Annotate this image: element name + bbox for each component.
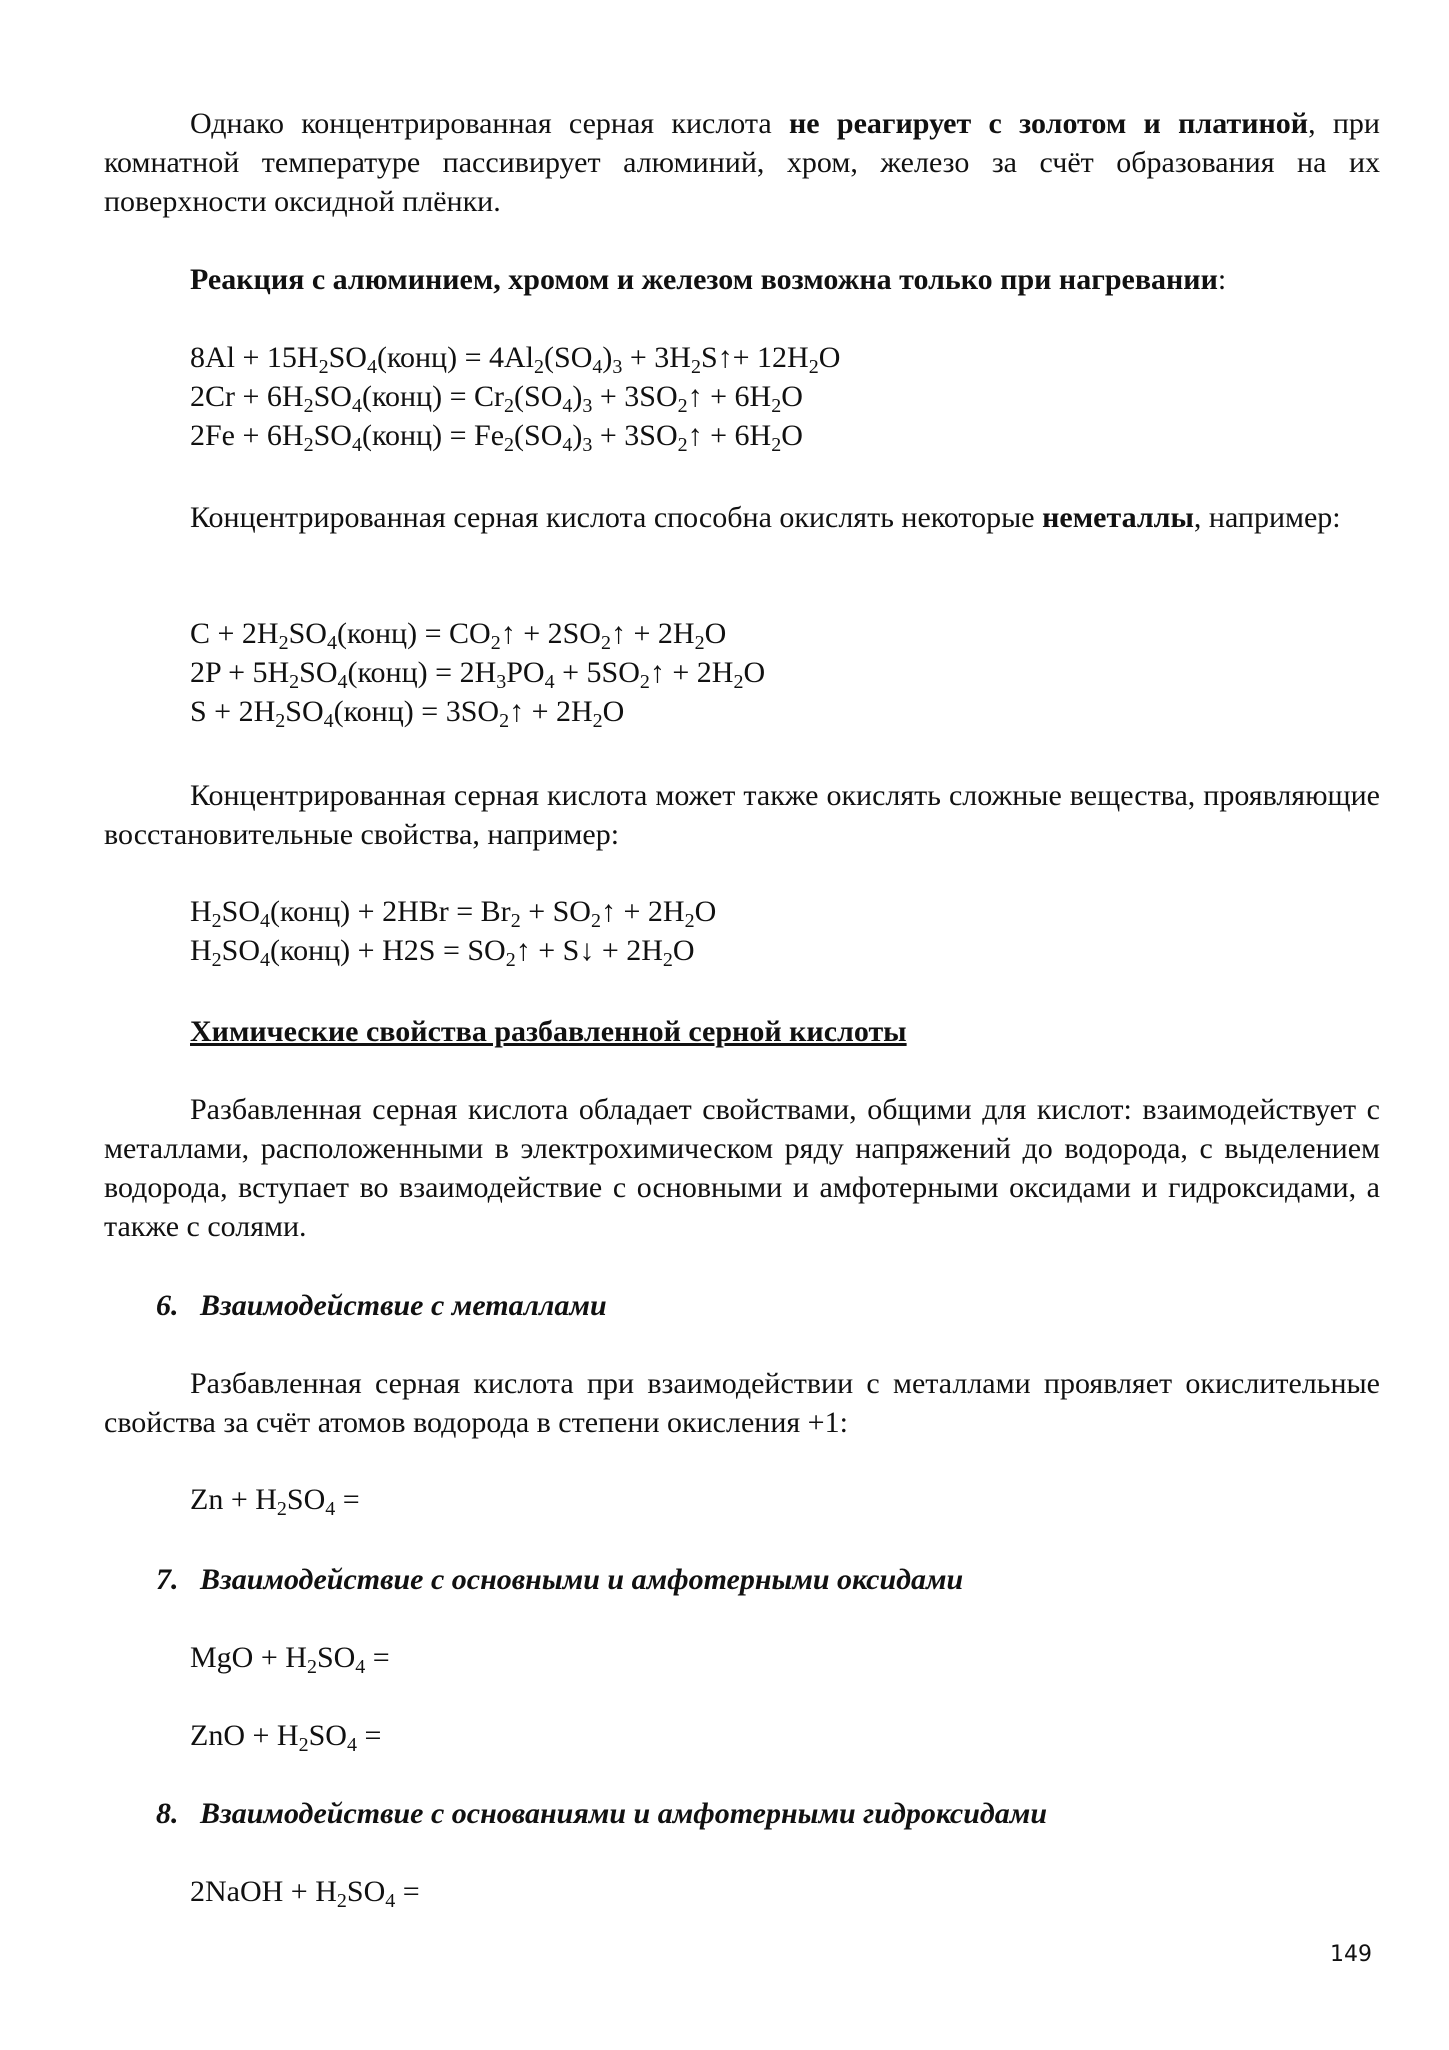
paragraph-dilute-properties: Разбавленная серная кислота обладает свойствами, общими для кислот: взаимодействует с металлами, расположенными в электрохимическом ряду напряжений до водорода, с выделением водорода, вступает во взаимодействие с основными и амфотерными оксидами и гидроксидами, а также с солями. [104, 1093, 1380, 1243]
equation-mgo: MgO + $H_2SO_4$ = [190, 1641, 390, 1678]
heading-colon: : [1217, 263, 1227, 296]
heading-dilute-acid: Химические свойства разбавленной серной кислоты [190, 1015, 907, 1048]
section-6-heading [156, 1286, 607, 1325]
equation-line: $2P + 5H_2SO_4(конц) = 2H_3PO_4$ + $5SO_2↑ + 2H_2O$ [190, 656, 766, 693]
section-8-heading [156, 1794, 1047, 1833]
equation-line: $2Fe + 6H_2SO_4(конц) = Fe_2(SO_4)_3$ + $3SO_2↑ + 6H_2O$ [190, 419, 803, 456]
equation-zno: ZnO + $H_2SO_4$ = [190, 1719, 382, 1756]
text: Однако концентрированная серная кислота [190, 107, 789, 140]
section-title: Взаимодействие с основаниями и амфотерными гидроксидами [200, 1797, 1048, 1830]
section-7-heading [156, 1560, 963, 1599]
equation-zn: $Zn + H_2SO_4$ = [190, 1483, 360, 1520]
page-number: 149 [1330, 1942, 1372, 1967]
equations-complex [190, 892, 716, 970]
text: , при комнатной температуре пассивирует алюминий, хром, железо за счёт образования на их поверхности оксидной плёнки. [104, 107, 1380, 218]
equation-line: $S + 2H_2SO_4(конц)$ = $3SO_2↑ + 2H_2O$ [190, 695, 625, 732]
heading-heating-reaction [190, 260, 1226, 299]
section-title: Взаимодействие с металлами [200, 1289, 607, 1322]
paragraph-passivation [104, 104, 1380, 221]
bold-text: не реагирует с золотом и платиной [789, 107, 1309, 140]
equation-naoh: 2NaOH + $H_2SO_4$ = [190, 1875, 420, 1912]
section-number: 8. [156, 1797, 179, 1830]
text: Концентрированная серная кислота способна окислять некоторые [190, 501, 1043, 534]
section-title: Взаимодействие с основными и амфотерными оксидами [200, 1563, 964, 1596]
section-number: 7. [156, 1563, 179, 1596]
equation-line: $8Al + 15H_2SO_4(конц) = 4Al_2(SO_4)_3$ + $3H_2S↑+ 12H_2O$ [190, 341, 841, 378]
equations-nonmetals [190, 614, 765, 731]
equation-line: $2Cr + 6H_2SO_4(конц) = Cr_2(SO_4)_3$ + $3SO_2↑ + 6H_2O$ [190, 380, 803, 417]
bold-text: неметаллы [1042, 501, 1194, 534]
equation-line: $H_2SO_4(конц) + 2HBr = Br_2$ + $SO_2↑ + 2H_2O$ [190, 895, 717, 932]
text: , например: [1193, 501, 1341, 534]
heading-text: Реакция с алюминием, хромом и железом возможна только при нагревании [190, 263, 1218, 296]
equation-line: $H_2SO_4(конц) + H2S$ = $SO_2↑$ + S↓ + $2H_2O$ [190, 934, 695, 971]
section-number: 6. [156, 1289, 179, 1322]
paragraph-metals-oxidation: Разбавленная серная кислота при взаимодействии с металлами проявляет окислительные свойства за счёт атомов водорода в степени окисления +1: [104, 1367, 1380, 1439]
paragraph-nonmetals [104, 498, 1380, 537]
equations-metals [190, 338, 840, 455]
equation-line: $C + 2H_2SO_4(конц)$ = $CO_2↑$ + $2SO_2↑ + 2H_2O$ [190, 617, 727, 654]
paragraph-complex-substances: Концентрированная серная кислота может также окислять сложные вещества, проявляющие восстановительные свойства, например: [104, 779, 1380, 851]
